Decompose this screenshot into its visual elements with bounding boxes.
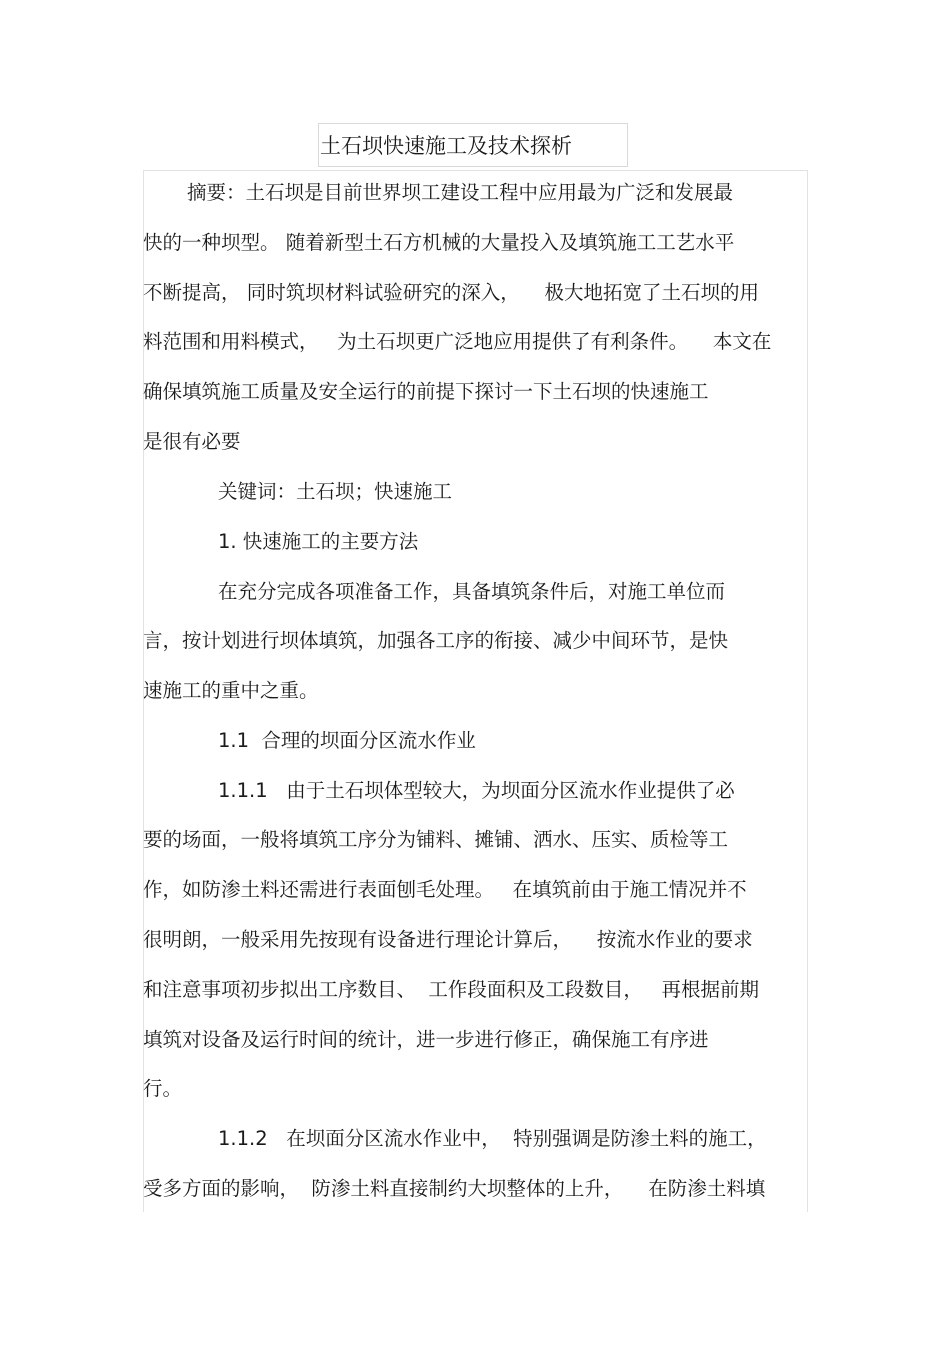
document-title: 土石坝快速施工及技术探析 xyxy=(320,134,572,158)
section-heading: 1. 快速施工的主要方法 xyxy=(218,530,419,553)
abstract-line: 摘要：土石坝是目前世界坝工建设工程中应用最为广泛和发展最 xyxy=(187,181,734,204)
paragraph-line: 1.1.2 在坝面分区流水作业中， 特别强调是防渗土料的施工， xyxy=(218,1127,767,1150)
abstract-line: 料范围和用料模式， 为土石坝更广泛地应用提供了有利条件。 本文在 xyxy=(143,330,772,353)
paragraph-line: 受多方面的影响， 防渗土料直接制约大坝整体的上升， 在防渗土料填 xyxy=(143,1177,766,1200)
paragraph-line: 言，按计划进行坝体填筑，加强各工序的衔接、减少中间环节，是快 xyxy=(143,629,729,652)
text-frame-right xyxy=(807,170,808,1212)
paragraph-line: 1.1.1 由于土石坝体型较大，为坝面分区流水作业提供了必 xyxy=(218,779,735,802)
abstract-line: 确保填筑施工质量及安全运行的前提下探讨一下土石坝的快速施工 xyxy=(143,380,709,403)
abstract-line: 是很有必要 xyxy=(143,430,241,453)
subsection-heading: 1.1 合理的坝面分区流水作业 xyxy=(218,729,476,752)
paragraph-line: 行。 xyxy=(143,1077,183,1100)
paragraph-line: 速施工的重中之重。 xyxy=(143,679,319,702)
paragraph-line: 填筑对设备及运行时间的统计，进一步进行修正，确保施工有序进 xyxy=(143,1028,709,1051)
paragraph-line: 作，如防渗土料还需进行表面刨毛处理。 在填筑前由于施工情况并不 xyxy=(143,878,747,901)
paragraph-line: 要的场面，一般将填筑工序分为铺料、摊铺、洒水、压实、质检等工 xyxy=(143,828,729,851)
text-frame-top xyxy=(143,170,807,171)
paragraph-line: 在充分完成各项准备工作，具备填筑条件后，对施工单位而 xyxy=(218,580,726,603)
paragraph-line: 和注意事项初步拟出工序数目、 工作段面积及工段数目， 再根据前期 xyxy=(143,978,759,1001)
paragraph-line: 很明朗，一般采用先按现有设备进行理论计算后， 按流水作业的要求 xyxy=(143,928,753,951)
abstract-line: 快的一种坝型。 随着新型土石方机械的大量投入及填筑施工工艺水平 xyxy=(143,231,735,254)
abstract-line: 不断提高， 同时筑坝材料试验研究的深入， 极大地拓宽了土石坝的用 xyxy=(143,281,759,304)
keywords-line: 关键词：土石坝；快速施工 xyxy=(218,480,453,503)
